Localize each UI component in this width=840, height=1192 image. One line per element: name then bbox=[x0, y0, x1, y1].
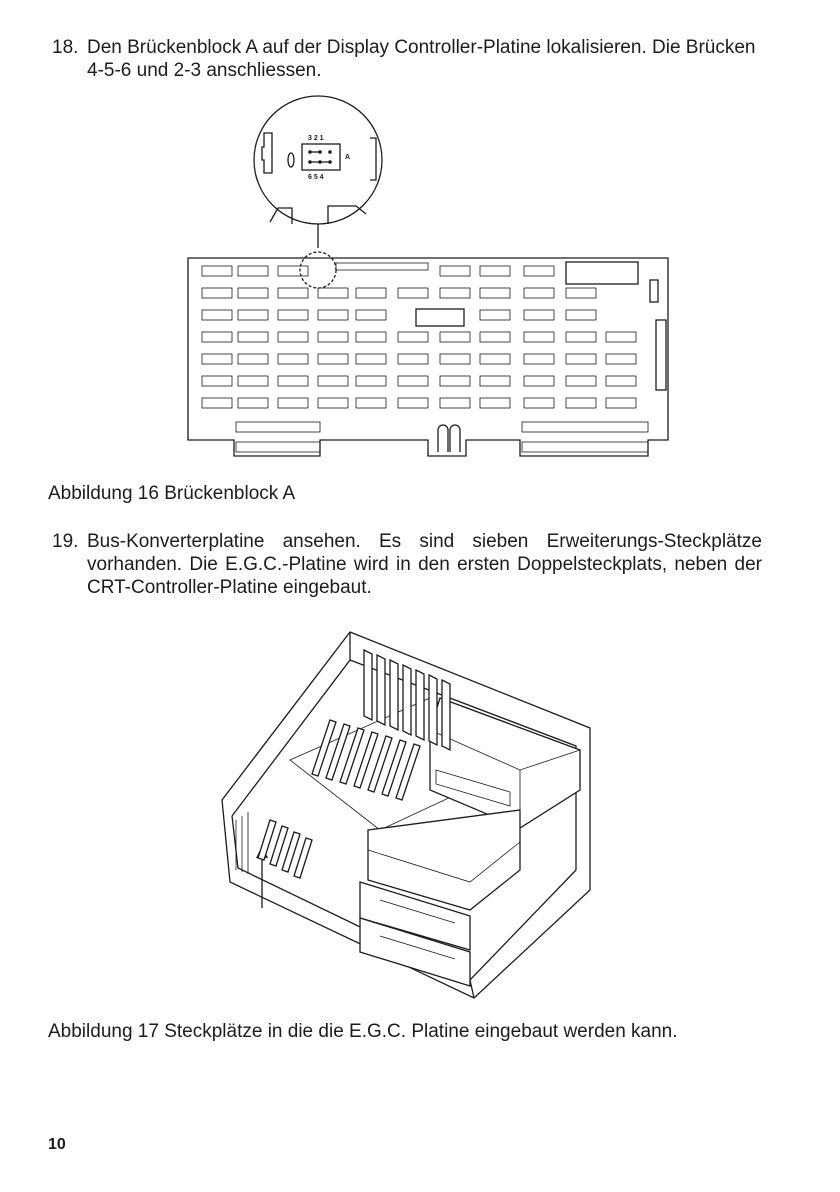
slot-bracket bbox=[390, 660, 398, 730]
page-number: 10 bbox=[48, 1136, 66, 1153]
board-chip bbox=[524, 354, 554, 364]
board-chip bbox=[566, 310, 596, 320]
board-chip bbox=[606, 376, 636, 386]
board-chip bbox=[524, 332, 554, 342]
slot-bracket bbox=[429, 675, 437, 745]
jumper-label-bottom: 6 5 4 bbox=[308, 174, 324, 181]
board-chip bbox=[356, 310, 386, 320]
board-chip bbox=[566, 398, 596, 408]
board-chip bbox=[524, 376, 554, 386]
board-chip bbox=[440, 288, 470, 298]
board-chip bbox=[356, 354, 386, 364]
board-chip bbox=[238, 288, 268, 298]
board-chip bbox=[202, 310, 232, 320]
chassis bbox=[222, 632, 590, 998]
board-chip bbox=[566, 354, 596, 364]
board-chip bbox=[318, 398, 348, 408]
board-chip bbox=[238, 310, 268, 320]
board-chip bbox=[238, 376, 268, 386]
jumper-block-label: A bbox=[345, 154, 351, 161]
slot-bracket bbox=[442, 680, 450, 750]
board-chip bbox=[202, 332, 232, 342]
jumper-label-top: 3 2 1 bbox=[308, 135, 324, 142]
board-chip bbox=[606, 354, 636, 364]
board-chip bbox=[480, 266, 510, 276]
board-chip bbox=[524, 310, 554, 320]
board-chip bbox=[238, 332, 268, 342]
board-chip bbox=[480, 376, 510, 386]
board-chip bbox=[356, 288, 386, 298]
magnifier-detail bbox=[254, 96, 382, 248]
board-chip bbox=[524, 266, 554, 276]
figure-17-caption: Abbildung 17 Steckplätze in die die E.G.C. Platine eingebaut werden kann. bbox=[48, 1021, 678, 1042]
slot-bracket bbox=[377, 655, 385, 725]
board-chip bbox=[398, 398, 428, 408]
board-chip bbox=[398, 332, 428, 342]
board-chip bbox=[398, 288, 428, 298]
board-chip bbox=[480, 354, 510, 364]
board-chip bbox=[318, 310, 348, 320]
board-chip bbox=[278, 288, 308, 298]
board-chip bbox=[566, 376, 596, 386]
board-chip bbox=[440, 332, 470, 342]
board-chip bbox=[278, 398, 308, 408]
slot-bracket bbox=[416, 670, 424, 740]
board-chip bbox=[606, 332, 636, 342]
board-chip bbox=[566, 288, 596, 298]
board-chip bbox=[440, 398, 470, 408]
board-chip bbox=[356, 376, 386, 386]
figure-16-caption: Abbildung 16 Brückenblock A bbox=[48, 483, 296, 504]
step-text: Bus-Konverterplatine ansehen. Es sind sieben Erweiterungs-Steckplätze vorhanden. Die E.G.C.-Platine wird in den ersten Doppelsteckplats, neben der CRT-Controller-Platine eingebaut. bbox=[87, 531, 762, 598]
board-chip bbox=[480, 288, 510, 298]
board-chip bbox=[318, 288, 348, 298]
figure-16-board-diagram bbox=[0, 100, 840, 470]
step-18 bbox=[52, 36, 762, 82]
board-chip bbox=[202, 354, 232, 364]
board-chip bbox=[278, 354, 308, 364]
board-chip bbox=[398, 354, 428, 364]
board-chip bbox=[356, 332, 386, 342]
board-chip bbox=[480, 332, 510, 342]
board-chip bbox=[278, 376, 308, 386]
step-text: Den Brückenblock A auf der Display Controller-Platine lokalisieren. Die Brücken 4-5-6 und 2-3 anschliessen. bbox=[87, 37, 756, 81]
board-chip bbox=[318, 376, 348, 386]
board-chip bbox=[440, 266, 470, 276]
slot-bracket bbox=[364, 650, 372, 720]
board-chip bbox=[440, 376, 470, 386]
board-chip bbox=[238, 354, 268, 364]
board-chip bbox=[278, 310, 308, 320]
board-chip bbox=[606, 398, 636, 408]
slot-bracket bbox=[403, 665, 411, 735]
board-chip bbox=[318, 354, 348, 364]
board-chip bbox=[202, 266, 232, 276]
board-chip bbox=[480, 310, 510, 320]
board-chip bbox=[440, 354, 470, 364]
board-chip bbox=[318, 332, 348, 342]
board-chip bbox=[202, 398, 232, 408]
board-chip bbox=[202, 288, 232, 298]
board-chip bbox=[480, 398, 510, 408]
board-chip bbox=[398, 376, 428, 386]
step-19 bbox=[52, 530, 762, 599]
board-chip bbox=[238, 266, 268, 276]
board-chip bbox=[278, 266, 308, 276]
board-chip bbox=[238, 398, 268, 408]
board-chip bbox=[278, 332, 308, 342]
figure-17-chassis-illustration bbox=[0, 620, 840, 1010]
board-chip bbox=[356, 398, 386, 408]
step-number: 18. bbox=[52, 37, 79, 58]
board-chip bbox=[202, 376, 232, 386]
step-number: 19. bbox=[52, 531, 79, 552]
board-chip bbox=[566, 332, 596, 342]
board-chip bbox=[524, 288, 554, 298]
board-chip bbox=[524, 398, 554, 408]
controller-board bbox=[188, 252, 668, 456]
